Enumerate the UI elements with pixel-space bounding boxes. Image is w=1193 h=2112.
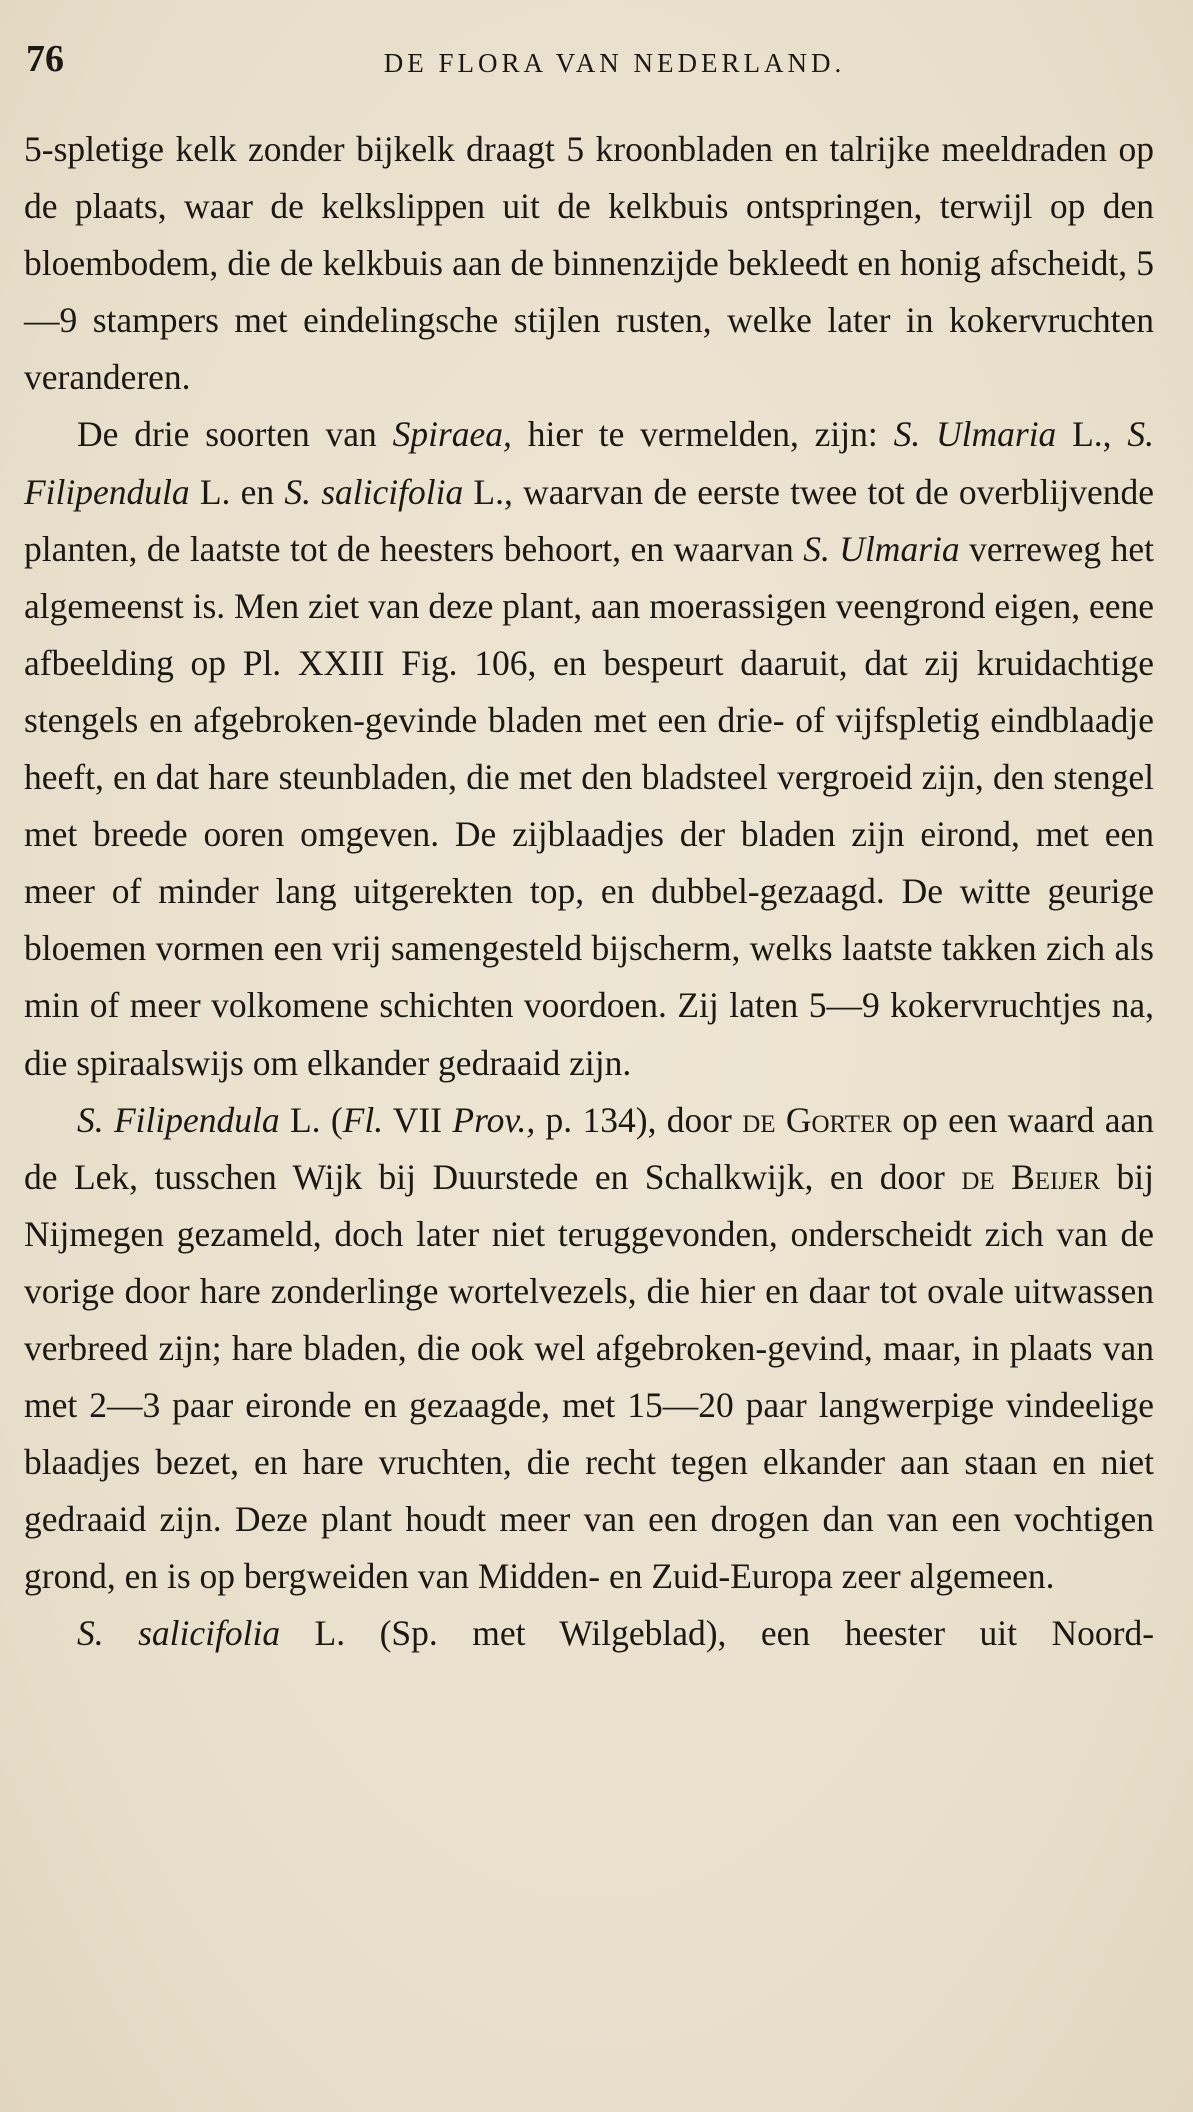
italic-text: Spiraea, xyxy=(392,414,512,455)
text-run: L. en xyxy=(189,471,285,512)
body-text xyxy=(24,121,1154,1663)
italic-text: S. salicifolia xyxy=(77,1613,281,1654)
paragraph-3 xyxy=(24,1092,1154,1606)
small-caps-name: de Beijer xyxy=(961,1156,1101,1197)
text-run: L. ( xyxy=(279,1099,343,1140)
italic-text: S. salicifolia xyxy=(284,471,464,512)
text-run: hier te vermelden, zijn: xyxy=(511,414,894,455)
text-run: VII xyxy=(383,1099,453,1140)
text-run: L., xyxy=(1056,414,1128,455)
text-run: De drie soorten van xyxy=(77,414,393,455)
italic-text: S. Ulmaria xyxy=(803,528,960,569)
page-header xyxy=(26,34,1163,84)
text-run: L., waarvan de eerste twee tot de overblijvende planten, de laatste tot de heesters behoort, en waarvan xyxy=(24,471,1154,569)
italic-text: Prov., xyxy=(452,1099,536,1140)
running-title: DE FLORA VAN NEDERLAND. xyxy=(383,48,846,78)
small-caps-name: de Gorter xyxy=(742,1099,892,1140)
paragraph-2 xyxy=(24,406,1154,1091)
italic-text: S. Filipendula xyxy=(24,414,1154,512)
paragraph-4 xyxy=(24,1605,1154,1662)
text-run: 5-spletige kelk zonder bijkelk draagt 5 kroonbladen en talrijke meeldraden op de plaats, waar de kelkslippen uit de kelkbuis ontspringen, terwijl op den bloembodem, die de kelkbuis aan de binnenzijde bekleedt en honig afscheidt, 5—9 stampers met eindelingsche stijlen rusten, welke later in kokervruchten veranderen. xyxy=(24,129,1154,398)
paragraph-1 xyxy=(24,121,1154,406)
page-number: 76 xyxy=(26,38,64,80)
italic-text: S. Filipendula xyxy=(77,1099,280,1140)
text-run: bij Nijmegen gezameld, doch later niet teruggevonden, onderscheidt zich van de vorige door hare zonderlinge wortelvezels, die hier en daar tot ovale uitwassen verbreed zijn; hare bladen, die ook wel afgebroken-gevind, maar, in plaats van met 2—3 paar eironde en gezaagde, met 15—20 paar langwerpige vindeelige blaadjes bezet, en hare vruchten, die recht tegen elkander aan staan en niet gedraaid zijn. Deze plant houdt meer van een drogen dan van een vochtigen grond, en is op bergweiden van Midden- en Zuid-Europa zeer algemeen. xyxy=(24,1156,1154,1597)
italic-text: Fl. xyxy=(342,1099,384,1140)
text-run: op een waard aan de Lek, tusschen Wijk bij Duurstede en Schalkwijk, en door xyxy=(24,1099,1155,1197)
text-run: L. (Sp. met Wilgeblad), een heester uit Noord- xyxy=(280,1613,1155,1654)
italic-text: S. Ulmaria xyxy=(893,414,1057,455)
text-run: verreweg het algemeenst is. Men ziet van deze plant, aan moerassigen veengrond eigen, eene afbeelding op Pl. XXIII Fig. 106, en bespeurt daaruit, dat zij kruidachtige stengels en afgebroken-gevinde bladen met een drie- of vijfspletig eindblaadje heeft, en dat hare steunbladen, die met den bladsteel vergroeid zijn, den stengel met breede ooren omgeven. De zijblaadjes der bladen zijn eirond, met een meer of minder lang uitgerekten top, en dubbel-gezaagd. De witte geurige bloemen vormen een vrij samengesteld bijscherm, welks laatste takken zich als min of meer volkomene schichten voordoen. Zij laten 5—9 kokervruchtjes na, die spiraalswijs om elkander gedraaid zijn. xyxy=(24,528,1154,1083)
text-run: p. 134), door xyxy=(535,1099,743,1140)
